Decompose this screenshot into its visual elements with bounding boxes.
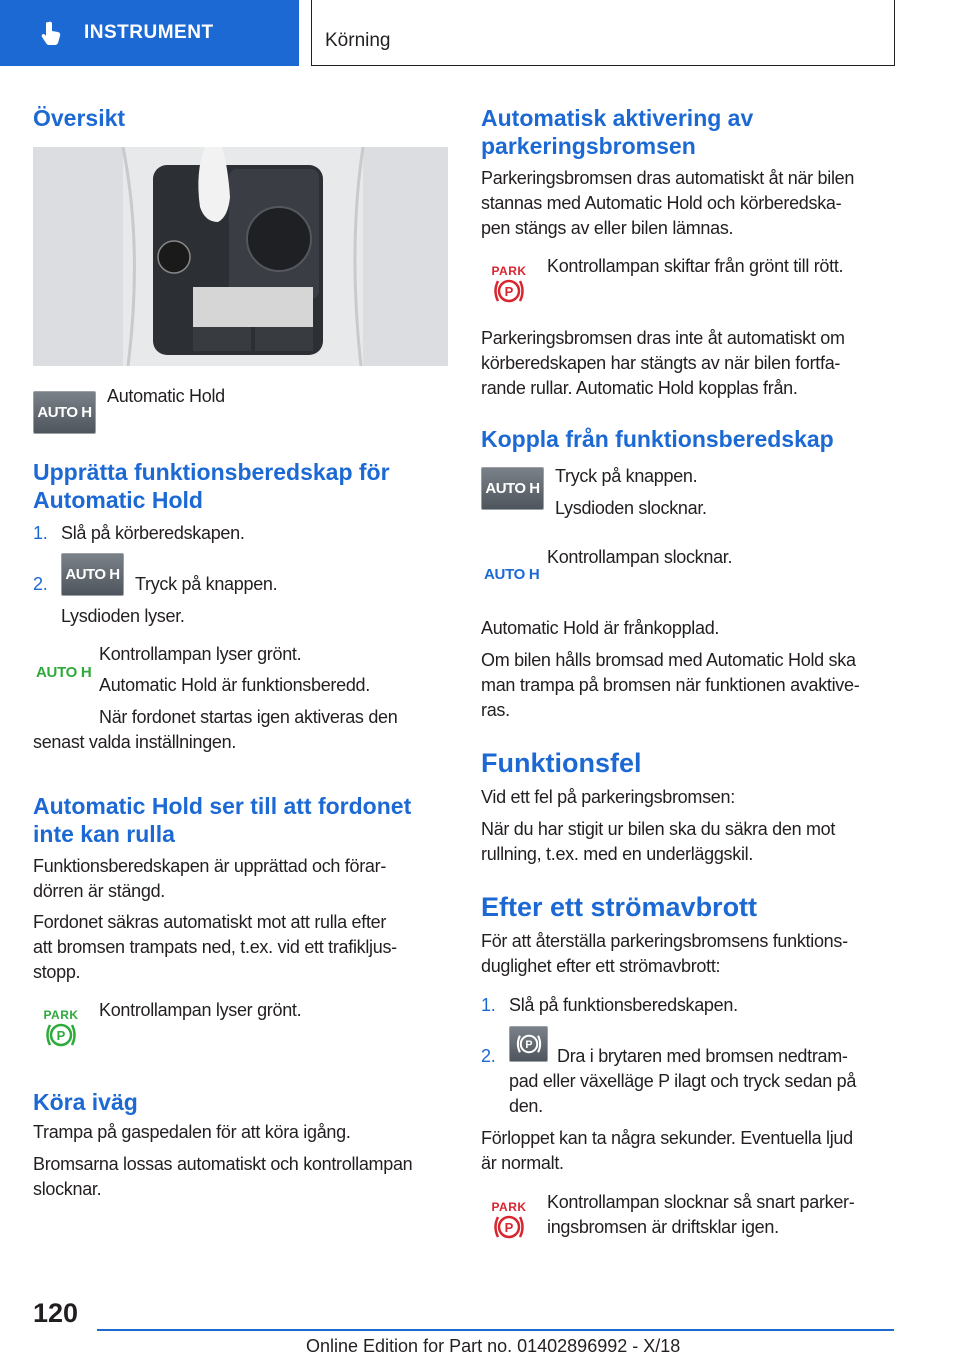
drive-title: Köra iväg <box>33 1089 138 1115</box>
step-number: 1. <box>33 523 48 543</box>
lamp-text: Kontrollampan slocknar så snart parker- <box>547 1192 855 1212</box>
off-title: Koppla från funktionsberedskap <box>481 426 834 452</box>
power-paragraph: För att återställa parkeringsbromsens funktions- <box>481 931 848 951</box>
off-paragraph: ras. <box>481 700 510 720</box>
off-paragraph: Om bilen hålls bromsad med Automatic Hold ska <box>481 650 856 670</box>
auto-paragraph: Parkeringsbromsen dras inte åt automatiskt om <box>481 328 845 348</box>
off-paragraph: man trampa på bromsen när funktionen avaktive- <box>481 675 860 695</box>
off-step: Tryck på knappen. <box>555 466 698 486</box>
lamp-text: Kontrollampan lyser grönt. <box>99 644 302 664</box>
section-tab[interactable] <box>0 0 299 66</box>
lamp-text: Automatic Hold är funktionsberedd. <box>99 675 370 695</box>
step-text: Slå på körberedskapen. <box>61 523 245 543</box>
step-number: 1. <box>481 995 496 1015</box>
page-number: 120 <box>33 1298 79 1328</box>
park-red-lamp-icon <box>489 1200 529 1245</box>
svg-text:P: P <box>504 1220 514 1235</box>
power-paragraph: duglighet efter ett strömavbrott: <box>481 956 721 976</box>
edition-note: Online Edition for Part no. 01402896992 - X/18 <box>306 1336 681 1356</box>
power-paragraph: är normalt. <box>481 1153 564 1173</box>
autoh-off-lamp-icon: AUTO H <box>484 566 540 583</box>
svg-text:P: P <box>524 1039 533 1052</box>
autoh-green-lamp-icon: AUTO H <box>36 664 92 681</box>
fault-paragraph: Vid ett fel på parkeringsbromsen: <box>481 787 735 807</box>
svg-text:P: P <box>56 1028 66 1043</box>
hold-paragraph: Fordonet säkras automatiskt mot att rulla efter <box>33 912 387 932</box>
svg-text:P: P <box>504 284 514 299</box>
auto-paragraph: rande rullar. Automatic Hold kopplas från. <box>481 378 798 398</box>
setup-title: Upprätta funktionsberedskap för Automatic Hold <box>33 459 390 513</box>
fault-title: Funktionsfel <box>481 748 642 778</box>
step-number: 2. <box>481 1046 496 1066</box>
autoh-button-icon: AUTO H <box>481 467 544 510</box>
drive-paragraph: Trampa på gaspedalen för att köra igång. <box>33 1122 351 1142</box>
park-green-lamp-icon <box>41 1008 81 1053</box>
autoh-caption: Automatic Hold <box>107 386 225 406</box>
autoh-button-icon: AUTO H <box>61 553 124 596</box>
auto-paragraph: stannas med Automatic Hold och körberedska- <box>481 193 842 213</box>
fault-paragraph: När du har stigit ur bilen ska du säkra den mot <box>481 819 836 839</box>
step-text: Tryck på knappen. <box>135 574 278 594</box>
park-lamp-label: PARK <box>43 1008 79 1022</box>
hand-pointer-icon <box>38 19 66 47</box>
auto-paragraph: Parkeringsbromsen dras automatiskt åt när bilen <box>481 168 855 188</box>
overview-title: Översikt <box>33 105 126 131</box>
drive-paragraph: slocknar. <box>33 1179 102 1199</box>
power-paragraph: Förloppet kan ta några sekunder. Eventuella ljud <box>481 1128 853 1148</box>
lamp-text: När fordonet startas igen aktiveras den <box>99 707 398 727</box>
fault-paragraph: rullning, t.ex. med en underläggskil. <box>481 844 754 864</box>
power-title: Efter ett strömavbrott <box>481 892 758 922</box>
auto-paragraph: pen stängs av eller bilen lämnas. <box>481 218 734 238</box>
off-step: Lysdioden slocknar. <box>555 498 707 518</box>
park-red-lamp-icon <box>489 264 529 309</box>
park-lamp-label: PARK <box>491 1200 527 1214</box>
step-number: 2. <box>33 574 48 594</box>
parking-brake-switch-icon <box>509 1026 548 1062</box>
autoh-button-icon: AUTO H <box>33 391 96 434</box>
center-console-photo <box>33 147 448 366</box>
step-text: Dra i brytaren med bromsen nedtram- <box>557 1046 848 1066</box>
lamp-text: Kontrollampan lyser grönt. <box>99 1000 302 1020</box>
lamp-text: senast valda inställningen. <box>33 732 237 752</box>
step-text: pad eller växelläge P ilagt och tryck sedan på <box>509 1071 857 1091</box>
auto-paragraph: körberedskapen har stängts av när bilen fortfa- <box>481 353 841 373</box>
hold-paragraph: Funktionsberedskapen är upprättad och förar- <box>33 856 387 876</box>
off-paragraph: Automatic Hold är frånkopplad. <box>481 618 720 638</box>
hold-paragraph: dörren är stängd. <box>33 881 165 901</box>
hold-title: Automatic Hold ser till att fordonet inte kan rulla <box>33 793 412 847</box>
footer-divider <box>97 1329 894 1331</box>
lamp-text: ingsbromsen är driftsklar igen. <box>547 1217 779 1237</box>
step-text: den. <box>509 1096 543 1116</box>
hold-paragraph: stopp. <box>33 962 81 982</box>
step-subtext: Lysdioden lyser. <box>61 606 185 626</box>
section-label: INSTRUMENT <box>84 22 214 43</box>
lamp-text: Kontrollampan slocknar. <box>547 547 733 567</box>
chapter-box <box>311 0 895 66</box>
chapter-label: Körning <box>325 30 391 51</box>
hold-paragraph: att bromsen trampats ned, t.ex. vid ett trafikljus- <box>33 937 397 957</box>
step-text: Slå på funktionsberedskapen. <box>509 995 738 1015</box>
drive-paragraph: Bromsarna lossas automatiskt och kontrollampan <box>33 1154 413 1174</box>
park-lamp-label: PARK <box>491 264 527 278</box>
lamp-text: Kontrollampan skiftar från grönt till rött. <box>547 256 844 276</box>
auto-title: Automatisk aktivering av parkeringsbromsen <box>481 105 754 159</box>
